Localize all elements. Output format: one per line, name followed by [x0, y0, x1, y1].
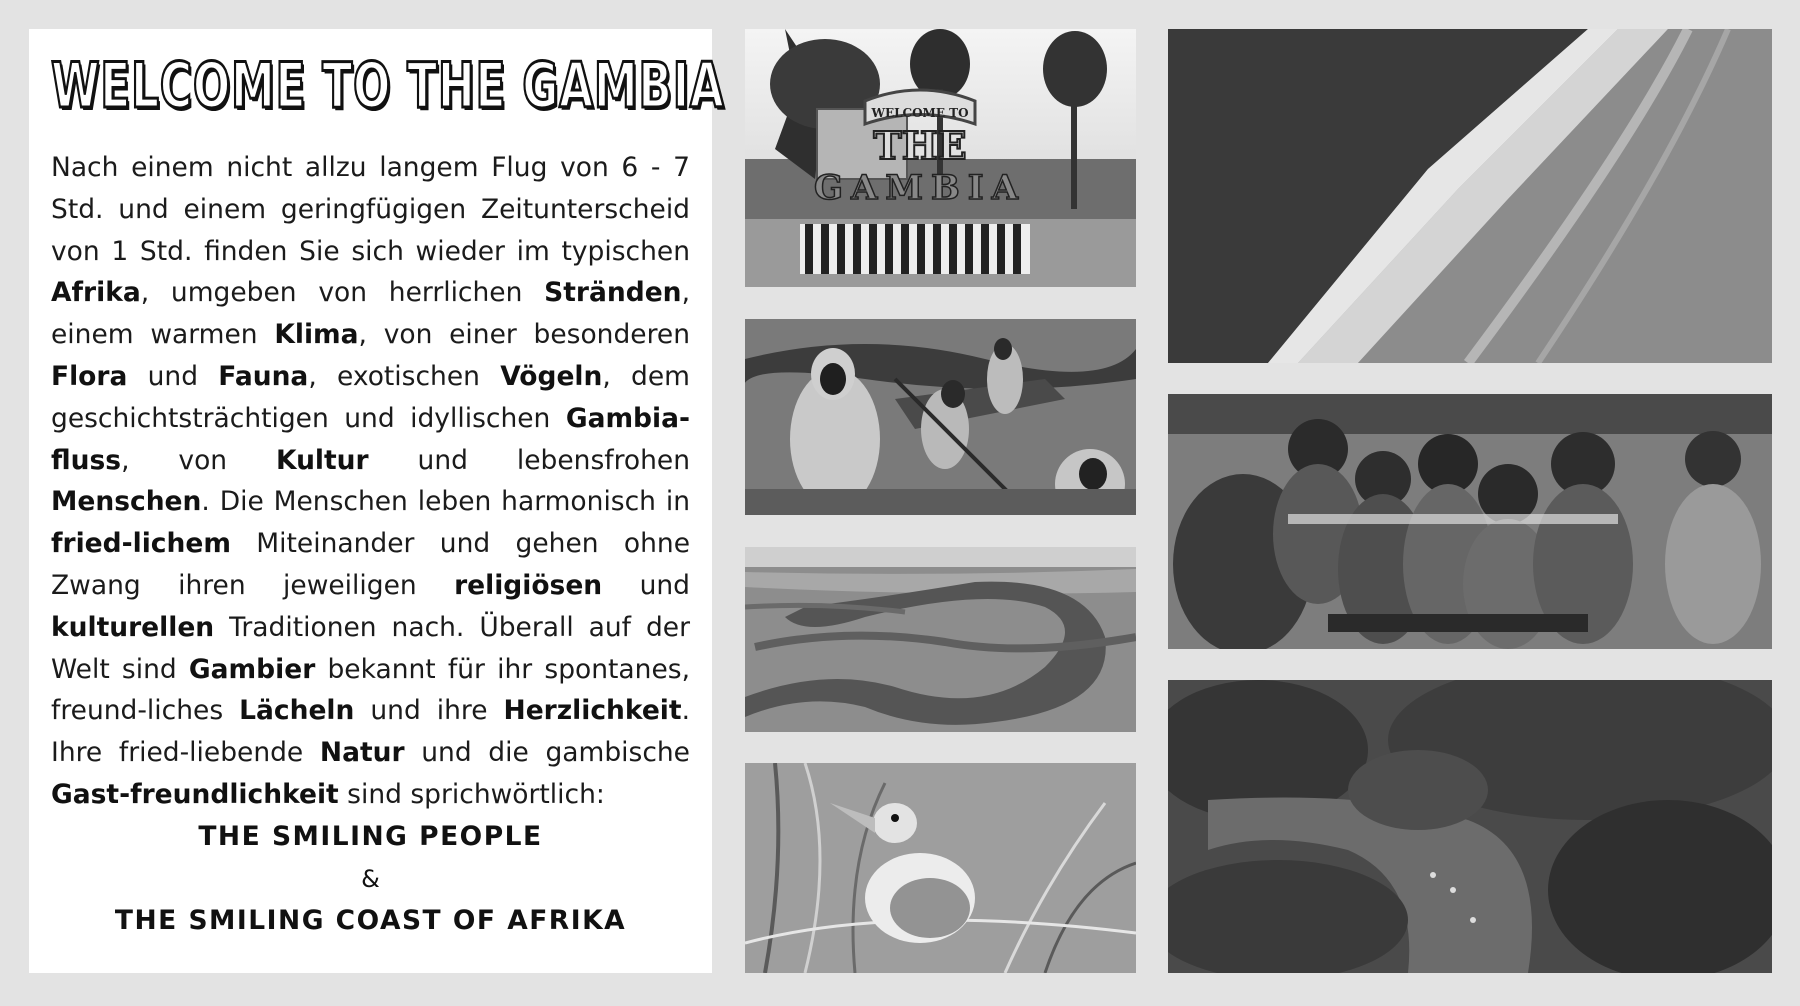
sign-the-text: THE: [873, 123, 967, 168]
text-segment: bekannt für ihr spontanes, freund-liches: [51, 653, 690, 727]
highlight-word: Stränden: [544, 277, 682, 309]
highlight-word: kulturellen: [51, 611, 215, 643]
text-segment: , von einer besonderen: [358, 319, 691, 351]
highlight-word: Vögeln: [500, 360, 603, 392]
highlight-word: Flora: [51, 360, 128, 392]
text-segment: und lebensfrohen: [368, 444, 690, 476]
highlight-word: Lächeln: [239, 695, 355, 727]
intro-panel: [29, 29, 725, 973]
highlight-word: Klima: [274, 319, 359, 351]
page-title: WELCOME TO THE GAMBIA: [51, 49, 725, 122]
text-segment: . Die Menschen leben harmonisch in: [201, 486, 690, 518]
text-segment: Traditionen nach. Überall auf der Welt sind: [51, 611, 690, 685]
text-segment: , einem warmen: [51, 277, 690, 351]
highlight-word: Natur: [319, 737, 405, 769]
highlight-word: Herzlichkeit: [503, 695, 682, 727]
highlight-word: Gast-freundlichkeit: [51, 778, 339, 810]
smiling-people-image: [1168, 394, 1772, 649]
highlight-word: Gambia-fluss: [51, 402, 690, 476]
slogan-block: [51, 816, 690, 942]
hornbill-image: [745, 763, 1136, 973]
text-segment: , exotischen: [308, 360, 501, 392]
photo-monkeys: [745, 319, 1136, 515]
text-segment: , von: [121, 444, 276, 476]
photo-river-aerial: [745, 547, 1136, 732]
beach-aerial-image: [1168, 29, 1772, 363]
photo-forest-river: [1168, 680, 1772, 973]
highlight-word: Menschen: [51, 486, 202, 518]
highlight-word: Gambier: [188, 653, 316, 685]
photo-hornbill: [745, 763, 1136, 973]
text-segment: , umgeben von herrlichen: [140, 277, 545, 309]
highlight-word: religiösen: [454, 569, 603, 601]
slogan-ampersand: &: [361, 864, 380, 893]
monkeys-image: [745, 319, 1136, 515]
slogan-smiling-coast: THE SMILING COAST OF AFRIKA: [114, 904, 627, 936]
intro-paragraph: [51, 147, 690, 816]
text-segment: Miteinander und gehen ohne Zwang ihren jeweiligen: [51, 528, 690, 601]
welcome-sign-image: [745, 29, 1136, 287]
photo-beach-aerial: [1168, 29, 1772, 363]
highlight-word: fried-lichem: [51, 528, 231, 560]
river-aerial-image: [745, 547, 1136, 732]
photo-smiling-people: [1168, 394, 1772, 649]
slogan-smiling-people: THE SMILING PEOPLE: [198, 820, 543, 852]
highlight-word: Afrika: [51, 277, 141, 309]
highlight-word: Fauna: [218, 360, 309, 392]
text-segment: sind sprichwörtlich:: [338, 778, 605, 810]
highlight-word: Kultur: [276, 444, 369, 476]
photo-welcome-sign: [745, 29, 1136, 287]
text-segment: . Ihre fried-liebende: [51, 695, 690, 769]
forest-river-image: [1168, 680, 1772, 973]
text-segment: und die gambische: [404, 737, 690, 769]
text-segment: und: [602, 569, 690, 601]
sign-gambia-text: GAMBIA: [813, 168, 1027, 208]
text-segment: Nach einem nicht allzu langem Flug von 6 - 7 Std. und einem geringfügigen Zeitunterscheid von 1 Std. finden Sie sich wieder im typischen: [51, 152, 690, 267]
text-segment: und: [127, 360, 219, 392]
text-segment: , dem geschichtsträchtigen und idyllischen: [51, 360, 690, 434]
text-segment: und ihre: [354, 695, 504, 727]
sign-welcome-text: WELCOME TO: [871, 106, 969, 120]
